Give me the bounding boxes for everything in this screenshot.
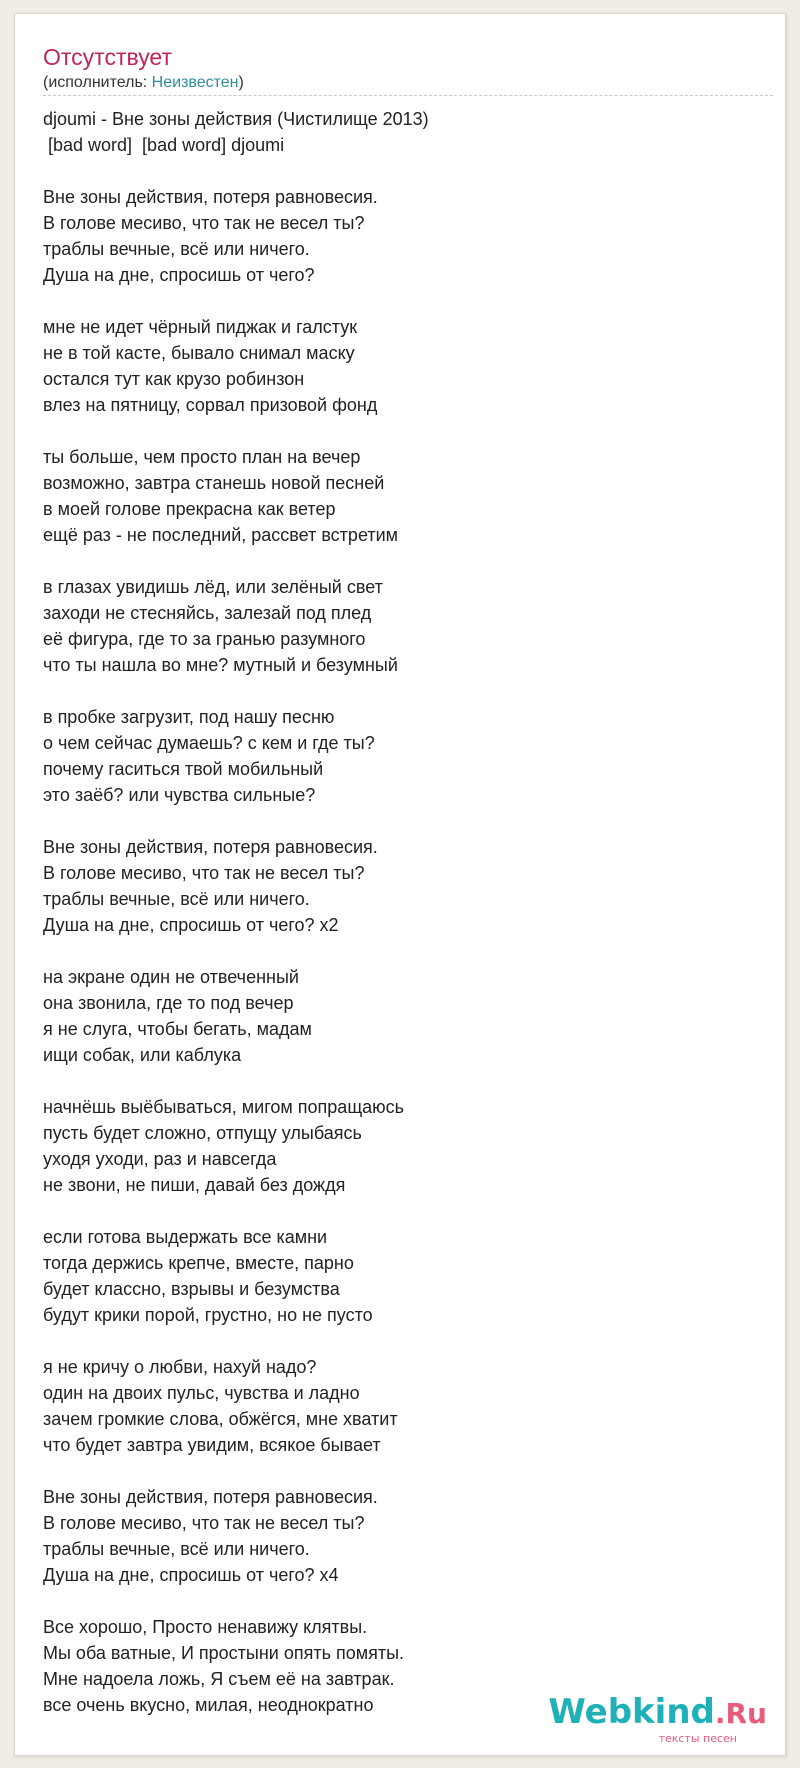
lyric-line: Вне зоны действия, потеря равновесия. — [43, 837, 378, 857]
dashed-divider — [43, 95, 773, 96]
lyric-line: начнёшь выёбываться, мигом попращаюсь — [43, 1097, 405, 1117]
stanza — [43, 184, 773, 288]
stanza — [43, 1224, 773, 1328]
lyric-line: траблы вечные, всё или ничего. — [43, 239, 310, 259]
watermark-tagline: тексты песен — [658, 1732, 737, 1745]
watermark-logo — [548, 1692, 767, 1732]
lyric-line: Душа на дне, спросишь от чего? x2 — [43, 915, 339, 935]
artist-line — [43, 74, 244, 92]
stanza — [43, 1094, 773, 1198]
lyric-line: траблы вечные, всё или ничего. — [43, 1539, 310, 1559]
lyric-line: в пробке загрузит, под нашу песню — [43, 707, 335, 727]
lyric-line: В голове месиво, что так не весел ты? — [43, 863, 365, 883]
lyric-line: один на двоих пульс, чувства и ладно — [43, 1383, 360, 1403]
lyric-line: Мы оба ватные, И простыни опять помяты. — [43, 1643, 405, 1663]
lyric-line: почему гаситься твой мобильный — [43, 759, 324, 779]
lyric-line: не звони, не пиши, давай без дождя — [43, 1175, 346, 1195]
lyric-line: о чем сейчас думаешь? с кем и где ты? — [43, 733, 375, 753]
watermark-brand: Webkind — [548, 1692, 715, 1732]
artist-open-paren: ( — [43, 74, 49, 91]
lyric-line: уходя уходи, раз и навсегда — [43, 1149, 277, 1169]
lyric-line: тогда держись крепче, вместе, парно — [43, 1253, 354, 1273]
lyric-line: Душа на дне, спросишь от чего? — [43, 265, 315, 285]
lyric-line: не в той касте, бывало снимал маску — [43, 343, 355, 363]
artist-close-paren: ) — [238, 74, 244, 91]
stanza — [43, 314, 773, 418]
lyric-line: в моей голове прекрасна как ветер — [43, 499, 336, 519]
stanza — [43, 834, 773, 938]
watermark-tld: .Ru — [714, 1697, 767, 1730]
lyrics-text — [43, 106, 773, 1718]
lyric-line: все очень вкусно, милая, неоднократно — [43, 1695, 374, 1715]
lyric-line: В голове месиво, что так не весел ты? — [43, 1513, 365, 1533]
lyric-line: заходи не стесняйсь, залезай под плед — [43, 603, 372, 623]
stanza — [43, 574, 773, 678]
lyric-line: она звонила, где то под вечер — [43, 993, 294, 1013]
lyric-line: ты больше, чем просто план на вечер — [43, 447, 361, 467]
lyric-line: на экране один не отвеченный — [43, 967, 299, 987]
song-title: Отсутствует — [43, 44, 172, 70]
lyric-line: это заёб? или чувства сильные? — [43, 785, 316, 805]
stanza — [43, 704, 773, 808]
stanza — [43, 1484, 773, 1588]
lyric-line: я не кричу о любви, нахуй надо? — [43, 1357, 317, 1377]
lyric-line: Мне надоела ложь, Я съем её на завтрак. — [43, 1669, 395, 1689]
lyric-line: влез на пятницу, сорвал призовой фонд — [43, 395, 378, 415]
lyric-line: Вне зоны действия, потеря равновесия. — [43, 1487, 378, 1507]
lyric-line: остался тут как крузо робинзон — [43, 369, 305, 389]
lyric-line: если готова выдержать все камни — [43, 1227, 328, 1247]
lyric-line: траблы вечные, всё или ничего. — [43, 889, 310, 909]
artist-link[interactable]: Неизвестен — [151, 74, 239, 91]
lyrics-header-line: djoumi - Вне зоны действия (Чистилище 2013) — [43, 109, 429, 129]
lyric-line: ещё раз - не последний, рассвет встретим — [43, 525, 399, 545]
webkind-watermark — [548, 1692, 767, 1745]
lyric-line: я не слуга, чтобы бегать, мадам — [43, 1019, 312, 1039]
artist-prefix: исполнитель: — [48, 74, 152, 91]
stanza — [43, 444, 773, 548]
lyric-line: Душа на дне, спросишь от чего? x4 — [43, 1565, 339, 1585]
lyric-line: мне не идет чёрный пиджак и галстук — [43, 317, 358, 337]
lyric-line: что ты нашла во мне? мутный и безумный — [43, 655, 398, 675]
lyric-line: в глазах увидишь лёд, или зелёный свет — [43, 577, 383, 597]
lyric-line: пусть будет сложно, отпущу улыбаясь — [43, 1123, 362, 1143]
stanza — [43, 1354, 773, 1458]
lyric-line: будут крики порой, грустно, но не пусто — [43, 1305, 373, 1325]
lyrics-header-line: [bad word] [bad word] djoumi — [43, 135, 285, 155]
lyric-line: её фигура, где то за гранью разумного — [43, 629, 366, 649]
lyric-line: В голове месиво, что так не весел ты? — [43, 213, 365, 233]
lyrics-card — [14, 13, 786, 1756]
lyric-line: Вне зоны действия, потеря равновесия. — [43, 187, 378, 207]
lyric-line: будет классно, взрывы и безумства — [43, 1279, 340, 1299]
lyric-line: Все хорошо, Просто ненавижу клятвы. — [43, 1617, 368, 1637]
lyric-line: ищи собак, или каблука — [43, 1045, 242, 1065]
stanza — [43, 964, 773, 1068]
lyric-line: возможно, завтра станешь новой песней — [43, 473, 385, 493]
lyric-line: что будет завтра увидим, всякое бывает — [43, 1435, 381, 1455]
lyric-line: зачем громкие слова, обжёгся, мне хватит — [43, 1409, 398, 1429]
